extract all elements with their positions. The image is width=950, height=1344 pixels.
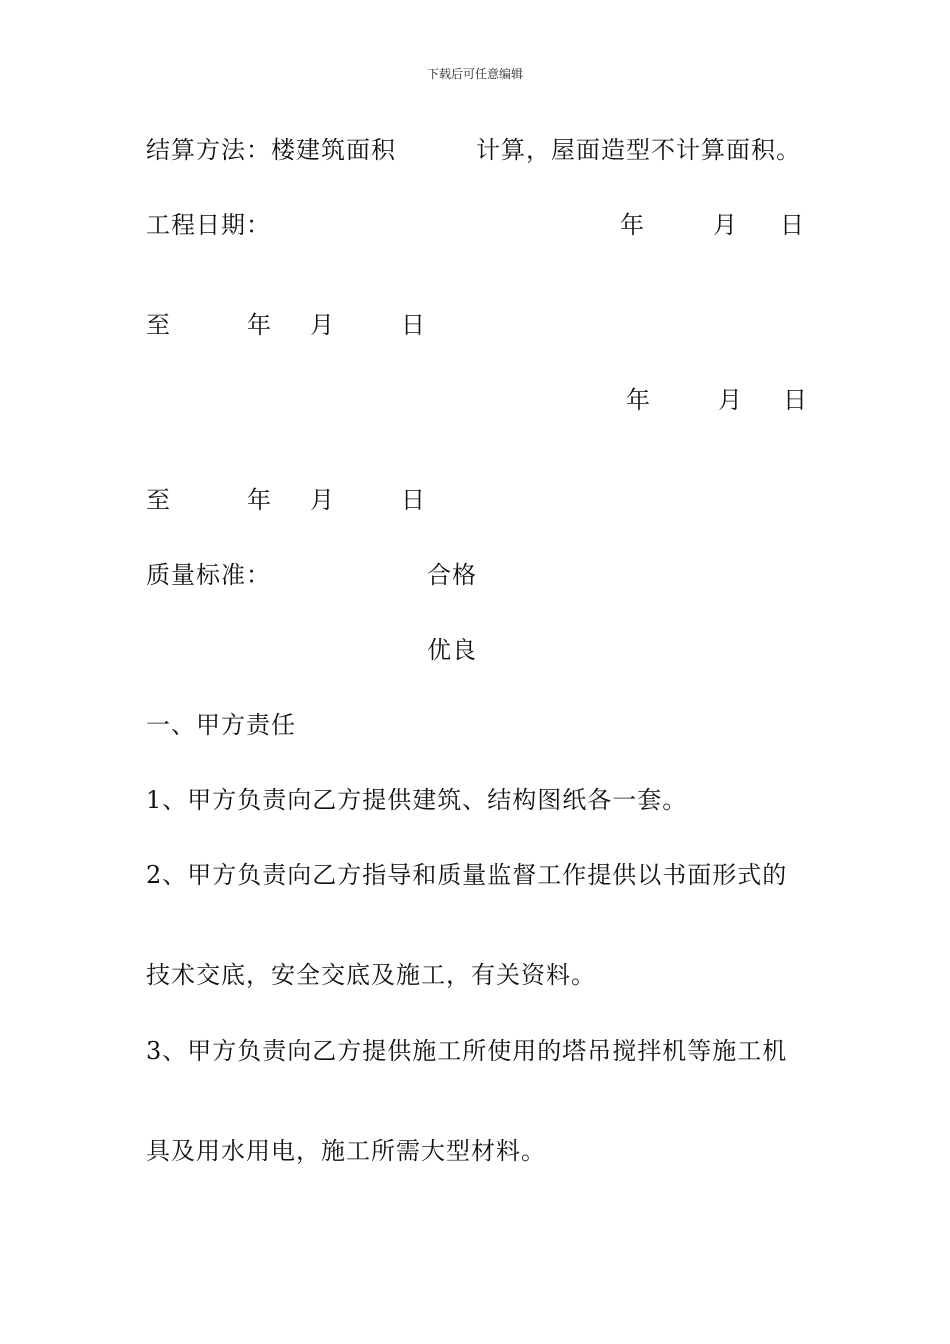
clause-3-line-1: 3、甲方负责向乙方提供施工所使用的塔吊搅拌机等施工机: [146, 1037, 788, 1065]
schedule-label: 工程日期：: [146, 211, 271, 239]
schedule-start-year: 年: [620, 211, 645, 239]
quality-option-pass: 合格: [427, 561, 477, 589]
schedule-to-2: 至: [146, 486, 171, 514]
schedule-end-year: 年: [247, 311, 272, 339]
schedule-start-day: 日: [780, 211, 805, 239]
clause-1: 1、甲方负责向乙方提供建筑、结构图纸各一套。: [146, 786, 688, 814]
schedule-to: 至: [146, 311, 171, 339]
clause-2-line-1: 2、甲方负责向乙方指导和质量监督工作提供以书面形式的: [146, 861, 788, 889]
schedule-start-month: 月: [713, 211, 738, 239]
schedule-end-month: 月: [310, 311, 335, 339]
schedule-end-day: 日: [401, 311, 426, 339]
schedule-end-day-2: 日: [401, 486, 426, 514]
page-header: 下载后可任意编辑: [426, 67, 523, 81]
schedule-start-year-2: 年: [626, 386, 651, 414]
clause-2-line-2: 技术交底，安全交底及施工，有关资料。: [146, 961, 596, 989]
clause-3-line-2: 具及用水用电，施工所需大型材料。: [146, 1137, 546, 1165]
schedule-start-day-2: 日: [783, 386, 808, 414]
section-title: 一、甲方责任: [146, 711, 296, 739]
schedule-end-month-2: 月: [310, 486, 335, 514]
quality-label: 质量标准：: [146, 561, 271, 589]
settlement-label: 结算方法：楼建筑面积: [146, 136, 396, 164]
schedule-start-month-2: 月: [718, 386, 743, 414]
settlement-text: 计算，屋面造型不计算面积。: [476, 136, 801, 164]
schedule-end-year-2: 年: [247, 486, 272, 514]
quality-option-excellent: 优良: [427, 636, 477, 664]
